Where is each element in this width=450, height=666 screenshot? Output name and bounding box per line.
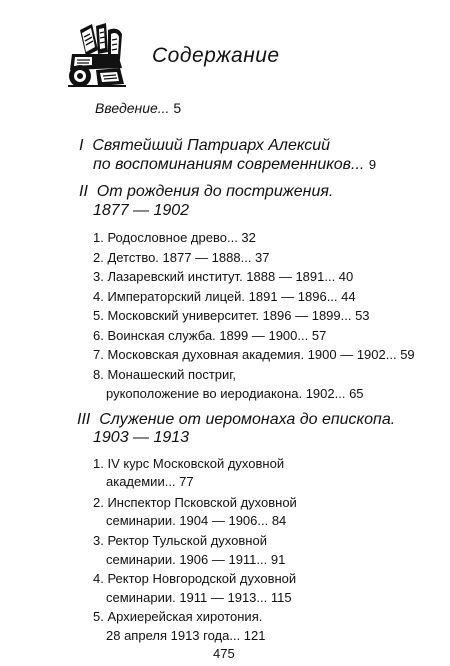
toc-item[interactable]: 7. Московская духовная академия. 1900 — 1902... 59: [93, 347, 415, 362]
part-years: 1903 — 1913: [93, 429, 190, 446]
toc-item[interactable]: 5. Архиерейская хиротония.: [93, 609, 263, 624]
toc-item-cont[interactable]: академии... 77: [106, 474, 194, 489]
toc-item[interactable]: 1. Родословное древо... 32: [93, 230, 256, 245]
toc-item[interactable]: 6. Воинская служба. 1899 — 1900... 57: [93, 328, 327, 343]
part-title-line: Святейший Патриарх Алексий: [92, 137, 331, 154]
toc-item[interactable]: 1. IV курс Московской духовной: [93, 456, 285, 471]
part-heading-cont[interactable]: [93, 155, 376, 174]
introduction-label: Введение...: [95, 100, 170, 116]
toc-item[interactable]: 5. Московский университет. 1896 — 1899... 53: [93, 308, 370, 323]
toc-item[interactable]: 8. Монашеский постриг,: [93, 367, 237, 382]
part-heading[interactable]: [79, 182, 333, 201]
part-years: 1877 — 1902: [93, 202, 190, 219]
toc-item[interactable]: 3. Лазаревский институт. 1888 — 1891... 40: [93, 269, 354, 284]
part-numeral: II: [79, 183, 88, 200]
introduction-page: 5: [173, 100, 182, 116]
toc-item-cont[interactable]: семинарии. 1911 — 1913... 115: [106, 590, 292, 605]
books-vignette-icon: [62, 20, 130, 90]
toc-item[interactable]: 4. Ректор Новгородской духовной: [93, 571, 297, 586]
toc-item[interactable]: 4. Императорский лицей. 1891 — 1896... 44: [93, 289, 356, 304]
page-number: 475: [213, 646, 235, 661]
part-title-line: От рождения до пострижения.: [96, 183, 334, 200]
page-title: Содержание: [152, 44, 280, 67]
part-title-line: Служение от иеромонаха до епископа.: [99, 411, 396, 428]
toc-item[interactable]: 2. Детство. 1877 — 1888... 37: [93, 250, 270, 265]
toc-item-cont[interactable]: рукоположение во иеродиакона. 1902... 65: [106, 386, 364, 401]
toc-item[interactable]: 2. Инспектор Псковской духовной: [93, 495, 297, 510]
toc-entry-introduction[interactable]: [95, 100, 181, 116]
toc-item-cont[interactable]: семинарии. 1904 — 1906... 84: [106, 513, 287, 528]
part-page: 9: [368, 157, 377, 172]
part-heading[interactable]: [77, 410, 395, 429]
toc-item[interactable]: 3. Ректор Тульской духовной: [93, 533, 267, 548]
toc-item-cont[interactable]: семинарии. 1906 — 1911... 91: [106, 552, 286, 567]
part-heading[interactable]: [79, 136, 330, 155]
part-title-line: по воспоминаниям современников...: [93, 156, 365, 173]
part-numeral: III: [77, 411, 91, 428]
toc-item-cont[interactable]: 28 апреля 1913 года... 121: [106, 628, 266, 643]
part-numeral: I: [79, 137, 84, 154]
